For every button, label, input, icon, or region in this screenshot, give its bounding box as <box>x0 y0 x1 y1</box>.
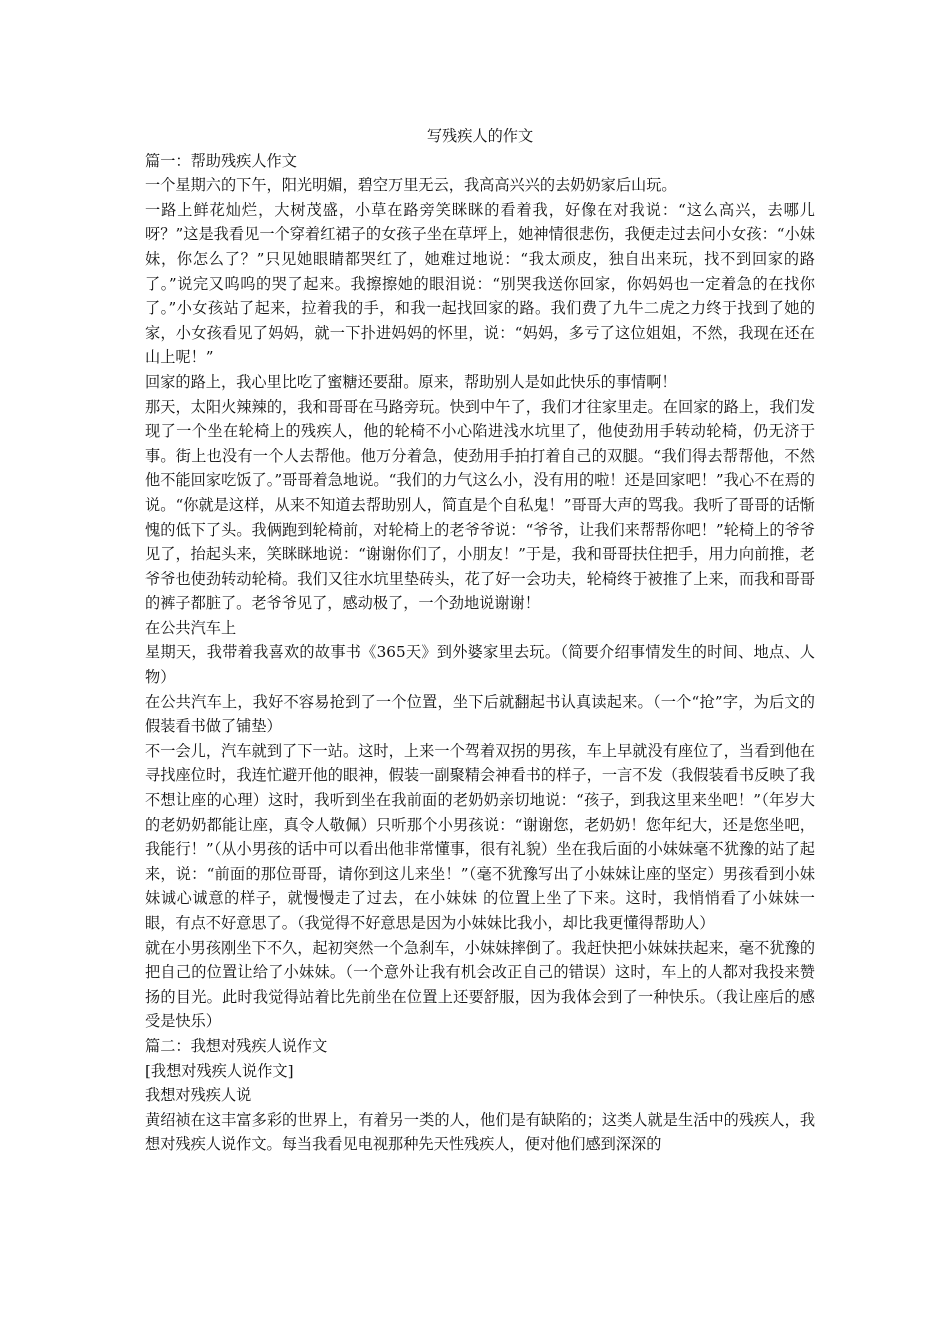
document-body <box>145 124 815 1157</box>
subheading: 我想对残疾人说 <box>145 1086 252 1105</box>
paragraph: 一路上鲜花灿烂，大树茂盛，小草在路旁笑眯眯的看着我，好像在对我说：“这么高兴，去哪儿呀？”这是我看见一个穿着红裙子的女孩子坐在草坪上，她神情很悲伤，我便走过去问小女孩：“小妹妹，你怎么了？”只见她眼睛都哭红了，她难过地说：“我太顽皮，独自出来玩，找不到回家的路了。”说完又呜呜的哭了起来。我擦擦她的眼泪说：“别哭我送你回家，你妈妈也一定着急的在找你了。”小女孩站了起来，拉着我的手，和我一起找回家的路。我们费了九牛二虎之力终于找到了她的家，小女孩看见了妈妈，就一下扑进妈妈的怀里，说：“妈妈，多亏了这位姐姐，不然，我现在还在山上呢！” <box>145 200 815 367</box>
subheading: 在公共汽车上 <box>145 618 237 637</box>
paragraph: 不一会儿，汽车就到了下一站。这时，上来一个驾着双拐的男孩，车上早就没有座位了，当看到他在寻找座位时，我连忙避开他的眼神，假装一副聚精会神看书的样子，一言不发（我假装看书反映了我不想让座的心理）这时，我听到坐在我前面的老奶奶亲切地说：“孩子，到我这里来坐吧！”（年岁大的老奶奶都能让座，真令人敬佩）只听那个小男孩说：“谢谢您，老奶奶！您年纪大，还是您坐吧，我能行！”（从小男孩的话中可以看出他非常懂事，很有礼貌）坐在我后面的小妹妹毫不犹豫的站了起来，说：“前面的那位哥哥，请你到这儿来坐！”（毫不犹豫写出了小妹妹让座的坚定）男孩看到小妹妹诚心诚意的样子，就慢慢走了过去，在小妹妹 的位置上坐了下来。这时，我悄悄看了小妹妹一眼，有点不好意思了。（我觉得不好意思是因为小妹妹比我小，却比我更懂得帮助人） <box>145 741 815 932</box>
paragraph: 星期天，我带着我喜欢的故事书《365天》到外婆家里去玩。（简要介绍事情发生的时间、地点、人物） <box>145 643 815 687</box>
paragraph: 一个星期六的下午，阳光明媚，碧空万里无云，我高高兴兴的去奶奶家后山玩。 <box>145 176 677 195</box>
subheading: [我想对残疾人说作文] <box>145 1061 294 1080</box>
document-title: 写残疾人的作文 <box>426 127 534 145</box>
paragraph: 那天，太阳火辣辣的，我和哥哥在马路旁玩。快到中午了，我们才往家里走。在回家的路上，我们发现了一个坐在轮椅上的残疾人，他的轮椅不小心陷进浅水坑里了，他使劲用手转动轮椅，仍无济于事。街上也没有一个人去帮他。他万分着急，使劲用手拍打着自己的双腿。“我们得去帮帮他，不然他不能回家吃饭了。”哥哥着急地说。“我们的力气这么小，没有用的啦！还是回家吧！”我心不在焉的说。“你就是这样，从来不知道去帮助别人，简直是个自私鬼！”哥哥大声的骂我。我听了哥哥的话惭愧的低下了头。我俩跑到轮椅前，对轮椅上的老爷爷说：“爷爷，让我们来帮帮你吧！”轮椅上的爷爷见了，抬起头来，笑眯眯地说：“谢谢你们了，小朋友！”于是，我和哥哥扶住把手，用力向前推，老爷爷也使劲转动轮椅。我们又往水坑里垫砖头，花了好一会功夫，轮椅终于被推了上来，而我和哥哥的裤子都脏了。老爷爷见了，感动极了，一个劲地说谢谢！ <box>145 397 815 613</box>
section-heading-1: 篇一：帮助残疾人作文 <box>145 151 297 170</box>
section-heading-2: 篇二：我想对残疾人说作文 <box>145 1036 328 1055</box>
paragraph: 在公共汽车上，我好不容易抢到了一个位置，坐下后就翻起书认真读起来。（一个“抢”字，为后文的假装看书做了铺垫） <box>145 692 815 736</box>
paragraph: 黄绍祯在这丰富多彩的世界上，有着另一类的人，他们是有缺陷的；这类人就是生活中的残疾人，我想对残疾人说作文。每当我看见电视那种先天性残疾人，便对他们感到深深的 <box>145 1110 815 1154</box>
paragraph: 回家的路上，我心里比吃了蜜糖还要甜。原来，帮助别人是如此快乐的事情啊！ <box>145 372 677 391</box>
paragraph: 就在小男孩刚坐下不久，起初突然一个急刹车，小妹妹摔倒了。我赶快把小妹妹扶起来，毫不犹豫的把自己的位置让给了小妹妹。（一个意外让我有机会改正自己的错误）这时，车上的人都对我投来赞扬的目光。此时我觉得站着比先前坐在位置上还要舒服，因为我体会到了一种快乐。（我让座后的感受是快乐） <box>145 938 815 1031</box>
